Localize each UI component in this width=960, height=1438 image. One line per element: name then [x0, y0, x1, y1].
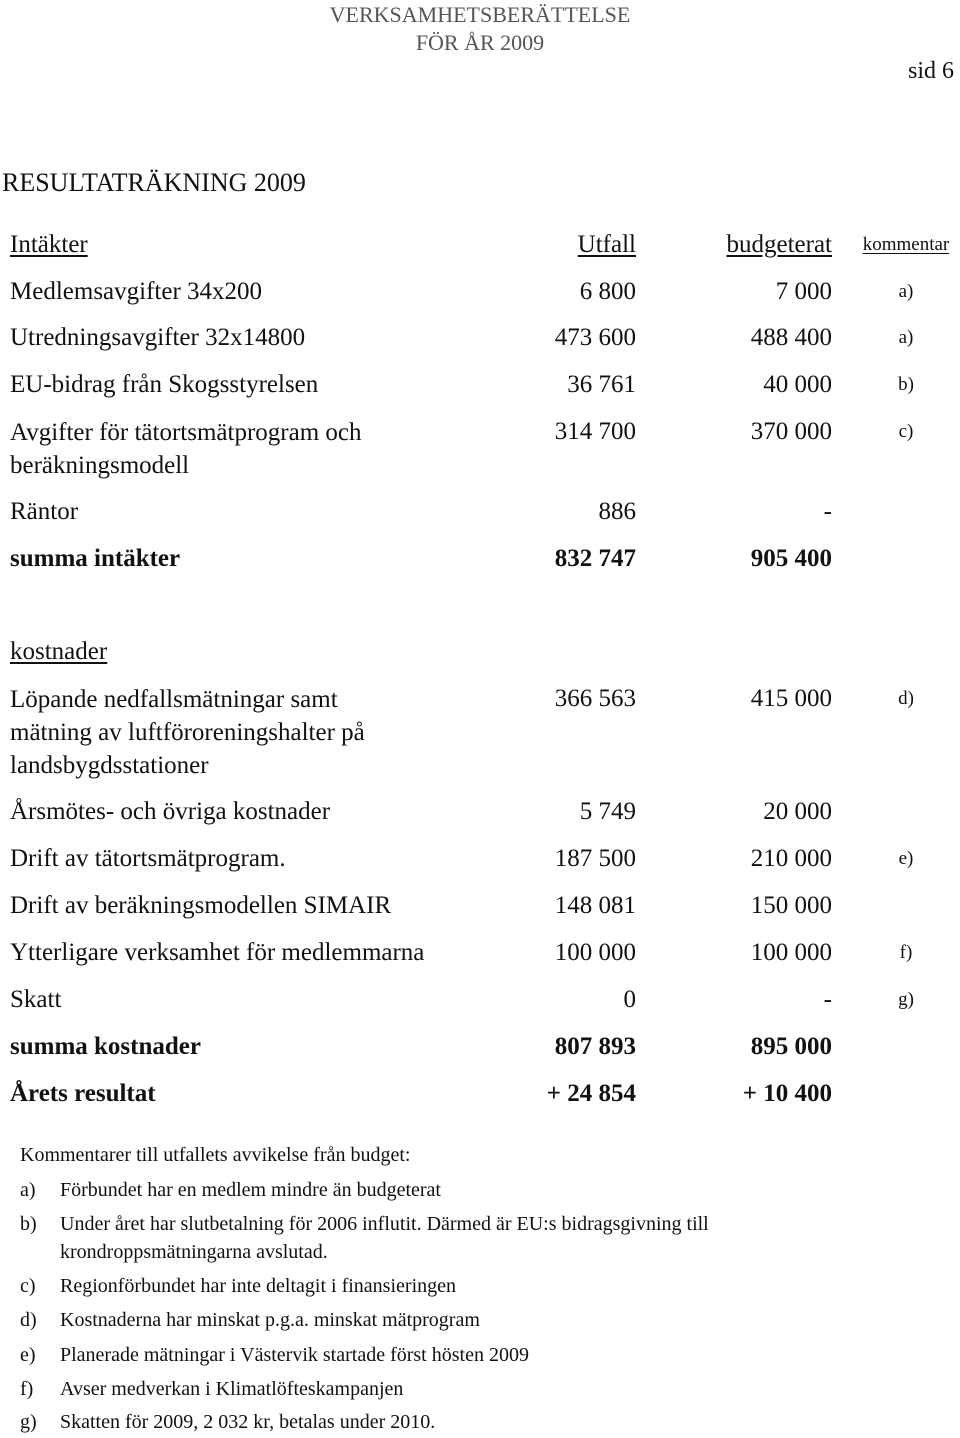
row-label-line: mätning av luftföroreningshalter på [10, 719, 365, 746]
row-budget: 370 000 [750, 418, 832, 445]
note-text: Skatten för 2009, 2 032 kr, betalas under 2010. [60, 1411, 436, 1433]
row-comment: c) [898, 421, 914, 442]
note-text: Avser medverkan i Klimatlöfteskampanjen [60, 1378, 404, 1400]
row-utfall: 5 749 [579, 798, 636, 825]
total-utfall: 807 893 [554, 1033, 636, 1060]
income-total-row [0, 543, 960, 575]
row-budget: 100 000 [750, 939, 832, 966]
row-utfall: 148 081 [554, 892, 636, 919]
row-budget: 40 000 [763, 371, 832, 398]
row-utfall: 187 500 [554, 845, 636, 872]
row-comment: e) [898, 848, 914, 869]
row-utfall: 314 700 [554, 418, 636, 445]
note-letter: b) [20, 1213, 37, 1235]
income-row [0, 496, 960, 528]
cost-row [0, 796, 960, 828]
row-label [10, 416, 362, 482]
result-label: Årets resultat [10, 1080, 156, 1107]
result-budget: + 10 400 [742, 1080, 832, 1107]
row-utfall: 366 563 [554, 685, 636, 712]
notes-heading: Kommentarer till utfallets avvikelse från budget: [20, 1144, 411, 1166]
row-label: Ytterligare verksamhet för medlemmarna [10, 939, 425, 966]
income-row [0, 369, 960, 401]
row-label: Utredningsavgifter 32x14800 [10, 324, 306, 351]
row-utfall: 36 761 [567, 371, 636, 398]
note-text: Planerade mätningar i Västervik startade först hösten 2009 [60, 1344, 529, 1366]
note-letter: c) [20, 1275, 36, 1297]
row-budget: 20 000 [763, 798, 832, 825]
note-letter: g) [20, 1411, 37, 1433]
row-comment: a) [898, 281, 914, 302]
row-label-line: Löpande nedfallsmätningar samt [10, 686, 338, 713]
column-header-utfall: Utfall [577, 231, 636, 258]
row-label: Årsmötes- och övriga kostnader [10, 798, 331, 825]
total-utfall: 832 747 [554, 545, 636, 572]
row-label: Skatt [10, 986, 62, 1013]
note-letter: a) [20, 1179, 36, 1201]
total-budget: 895 000 [750, 1033, 832, 1060]
row-budget: - [823, 986, 832, 1013]
costs-heading-row [0, 636, 960, 668]
total-label: summa kostnader [10, 1033, 201, 1060]
report-header-title: VERKSAMHETSBERÄTTELSE [329, 2, 631, 27]
row-utfall: 0 [623, 986, 636, 1013]
income-row [0, 276, 960, 308]
row-budget: - [823, 498, 832, 525]
column-header-comment: kommentar [862, 234, 950, 255]
row-label-line: landsbygdsstationer [10, 752, 209, 779]
row-comment: g) [898, 989, 914, 1010]
row-utfall: 473 600 [554, 324, 636, 351]
income-row [0, 322, 960, 354]
row-budget: 210 000 [750, 845, 832, 872]
cost-row [0, 683, 960, 783]
result-utfall: + 24 854 [546, 1080, 636, 1107]
income-heading: Intäkter [10, 231, 88, 258]
row-comment: f) [899, 942, 913, 963]
row-label: Medlemsavgifter 34x200 [10, 278, 263, 305]
cost-row [0, 984, 960, 1016]
cost-row [0, 843, 960, 875]
page-number: sid 6 [907, 58, 954, 84]
row-utfall: 100 000 [554, 939, 636, 966]
note-letter: f) [20, 1378, 34, 1400]
row-budget: 415 000 [750, 685, 832, 712]
row-label: Räntor [10, 498, 79, 525]
cost-row [0, 890, 960, 922]
income-row [0, 416, 960, 482]
note-text: Kostnaderna har minskat p.g.a. minskat mätprogram [60, 1309, 480, 1331]
row-label-line: beräkningsmodell [10, 452, 190, 479]
statement-title: RESULTATRÄKNING 2009 [2, 168, 306, 197]
total-label: summa intäkter [10, 545, 181, 572]
note-text: Regionförbundet har inte deltagit i finansieringen [60, 1275, 456, 1297]
row-utfall: 886 [598, 498, 636, 525]
row-budget: 488 400 [750, 324, 832, 351]
row-label: Drift av tätortsmätprogram. [10, 845, 286, 872]
cost-row [0, 937, 960, 969]
income-heading-row [0, 229, 960, 261]
row-comment: a) [898, 327, 914, 348]
note-text: Under året har slutbetalning för 2006 influtit. Därmed är EU:s bidragsgivning till krondroppsmätningarna avslutad. [60, 1213, 709, 1263]
row-budget: 150 000 [750, 892, 832, 919]
row-comment: b) [898, 374, 914, 395]
report-header-year: FÖR ÅR 2009 [415, 30, 545, 55]
row-comment: d) [898, 688, 914, 709]
row-utfall: 6 800 [579, 278, 636, 305]
total-budget: 905 400 [750, 545, 832, 572]
row-label: Drift av beräkningsmodellen SIMAIR [10, 892, 392, 919]
costs-total-row [0, 1031, 960, 1063]
row-label-line: Avgifter för tätortsmätprogram och [10, 419, 362, 446]
note-letter: d) [20, 1309, 37, 1331]
row-label [10, 683, 365, 782]
note-letter: e) [20, 1344, 36, 1366]
column-header-budget: budgeterat [726, 231, 832, 258]
row-budget: 7 000 [775, 278, 832, 305]
result-row [0, 1078, 960, 1110]
note-text: Förbundet har en medlem mindre än budgeterat [60, 1179, 441, 1201]
costs-heading: kostnader [10, 638, 108, 665]
row-label: EU-bidrag från Skogsstyrelsen [10, 371, 319, 398]
